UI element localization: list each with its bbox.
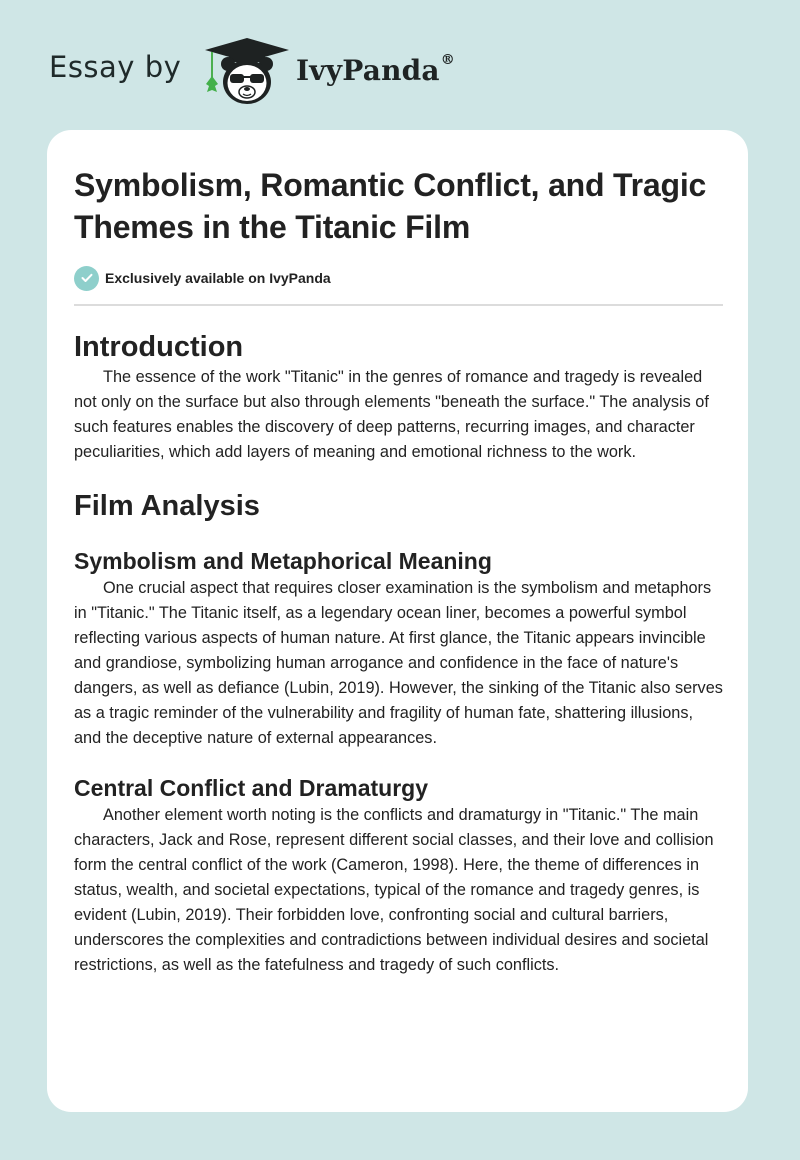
title-divider [74,304,723,306]
check-circle-icon [74,266,99,291]
essay-card [47,130,748,1112]
introduction-paragraph: The essence of the work "Titanic" in the genres of romance and tragedy is revealed not only on the surface but also through elements "beneath the surface." The analysis of such features enables the discovery of deep patterns, recurring images, and character peculiarities, which add layers of meaning and emotional richness to the work. [74,368,709,461]
exclusive-label: Exclusively available on IvyPanda [105,270,331,286]
conflict-paragraph: Another element worth noting is the conflicts and dramaturgy in "Titanic." The main characters, Jack and Rose, represent different social classes, and their love and collision form the central conflict of the work (Cameron, 1998). Here, the theme of differences in status, wealth, and societal expectations, typical of the romance and tragedy genres, is evident (Lubin, 2019). Their forbidden love, confronting social and cultural barriers, underscores the complexities and contradictions between individual desires and societal restrictions, as well as the fatefulness and tragedy of such conflicts. [74,806,714,974]
brand-name[interactable] [296,54,455,87]
symbolism-paragraph: One crucial aspect that requires closer examination is the symbolism and metaphors in "Titanic." The Titanic itself, as a legendary ocean liner, becomes a powerful symbol reflecting various aspects of human nature. At first glance, the Titanic appears invincible and grandiose, symbolizing human arrogance and confidence in the face of nature's dangers, as well as defiance (Lubin, 2019). However, the sinking of the Titanic also serves as a tragic reminder of the vulnerability and fragility of human fate, shattering illusions, and the deceptive nature of external appearances. [74,579,723,747]
panda-graduate-icon[interactable] [203,36,291,108]
essay-content [74,164,723,978]
subsection-heading-conflict: Central Conflict and Dramaturgy [74,775,428,801]
subsection-heading-symbolism: Symbolism and Metaphorical Meaning [74,548,492,574]
exclusive-badge [74,265,723,291]
brand-name-text: IvyPanda [296,54,440,87]
page-title: Symbolism, Romantic Conflict, and Tragic Themes in the Titanic Film [74,167,707,245]
brand-header [0,0,800,130]
brand-prefix: Essay by [49,50,182,84]
registered-mark: ® [440,52,455,68]
section-heading-introduction: Introduction [74,331,244,363]
section-heading-film-analysis: Film Analysis [74,490,260,522]
